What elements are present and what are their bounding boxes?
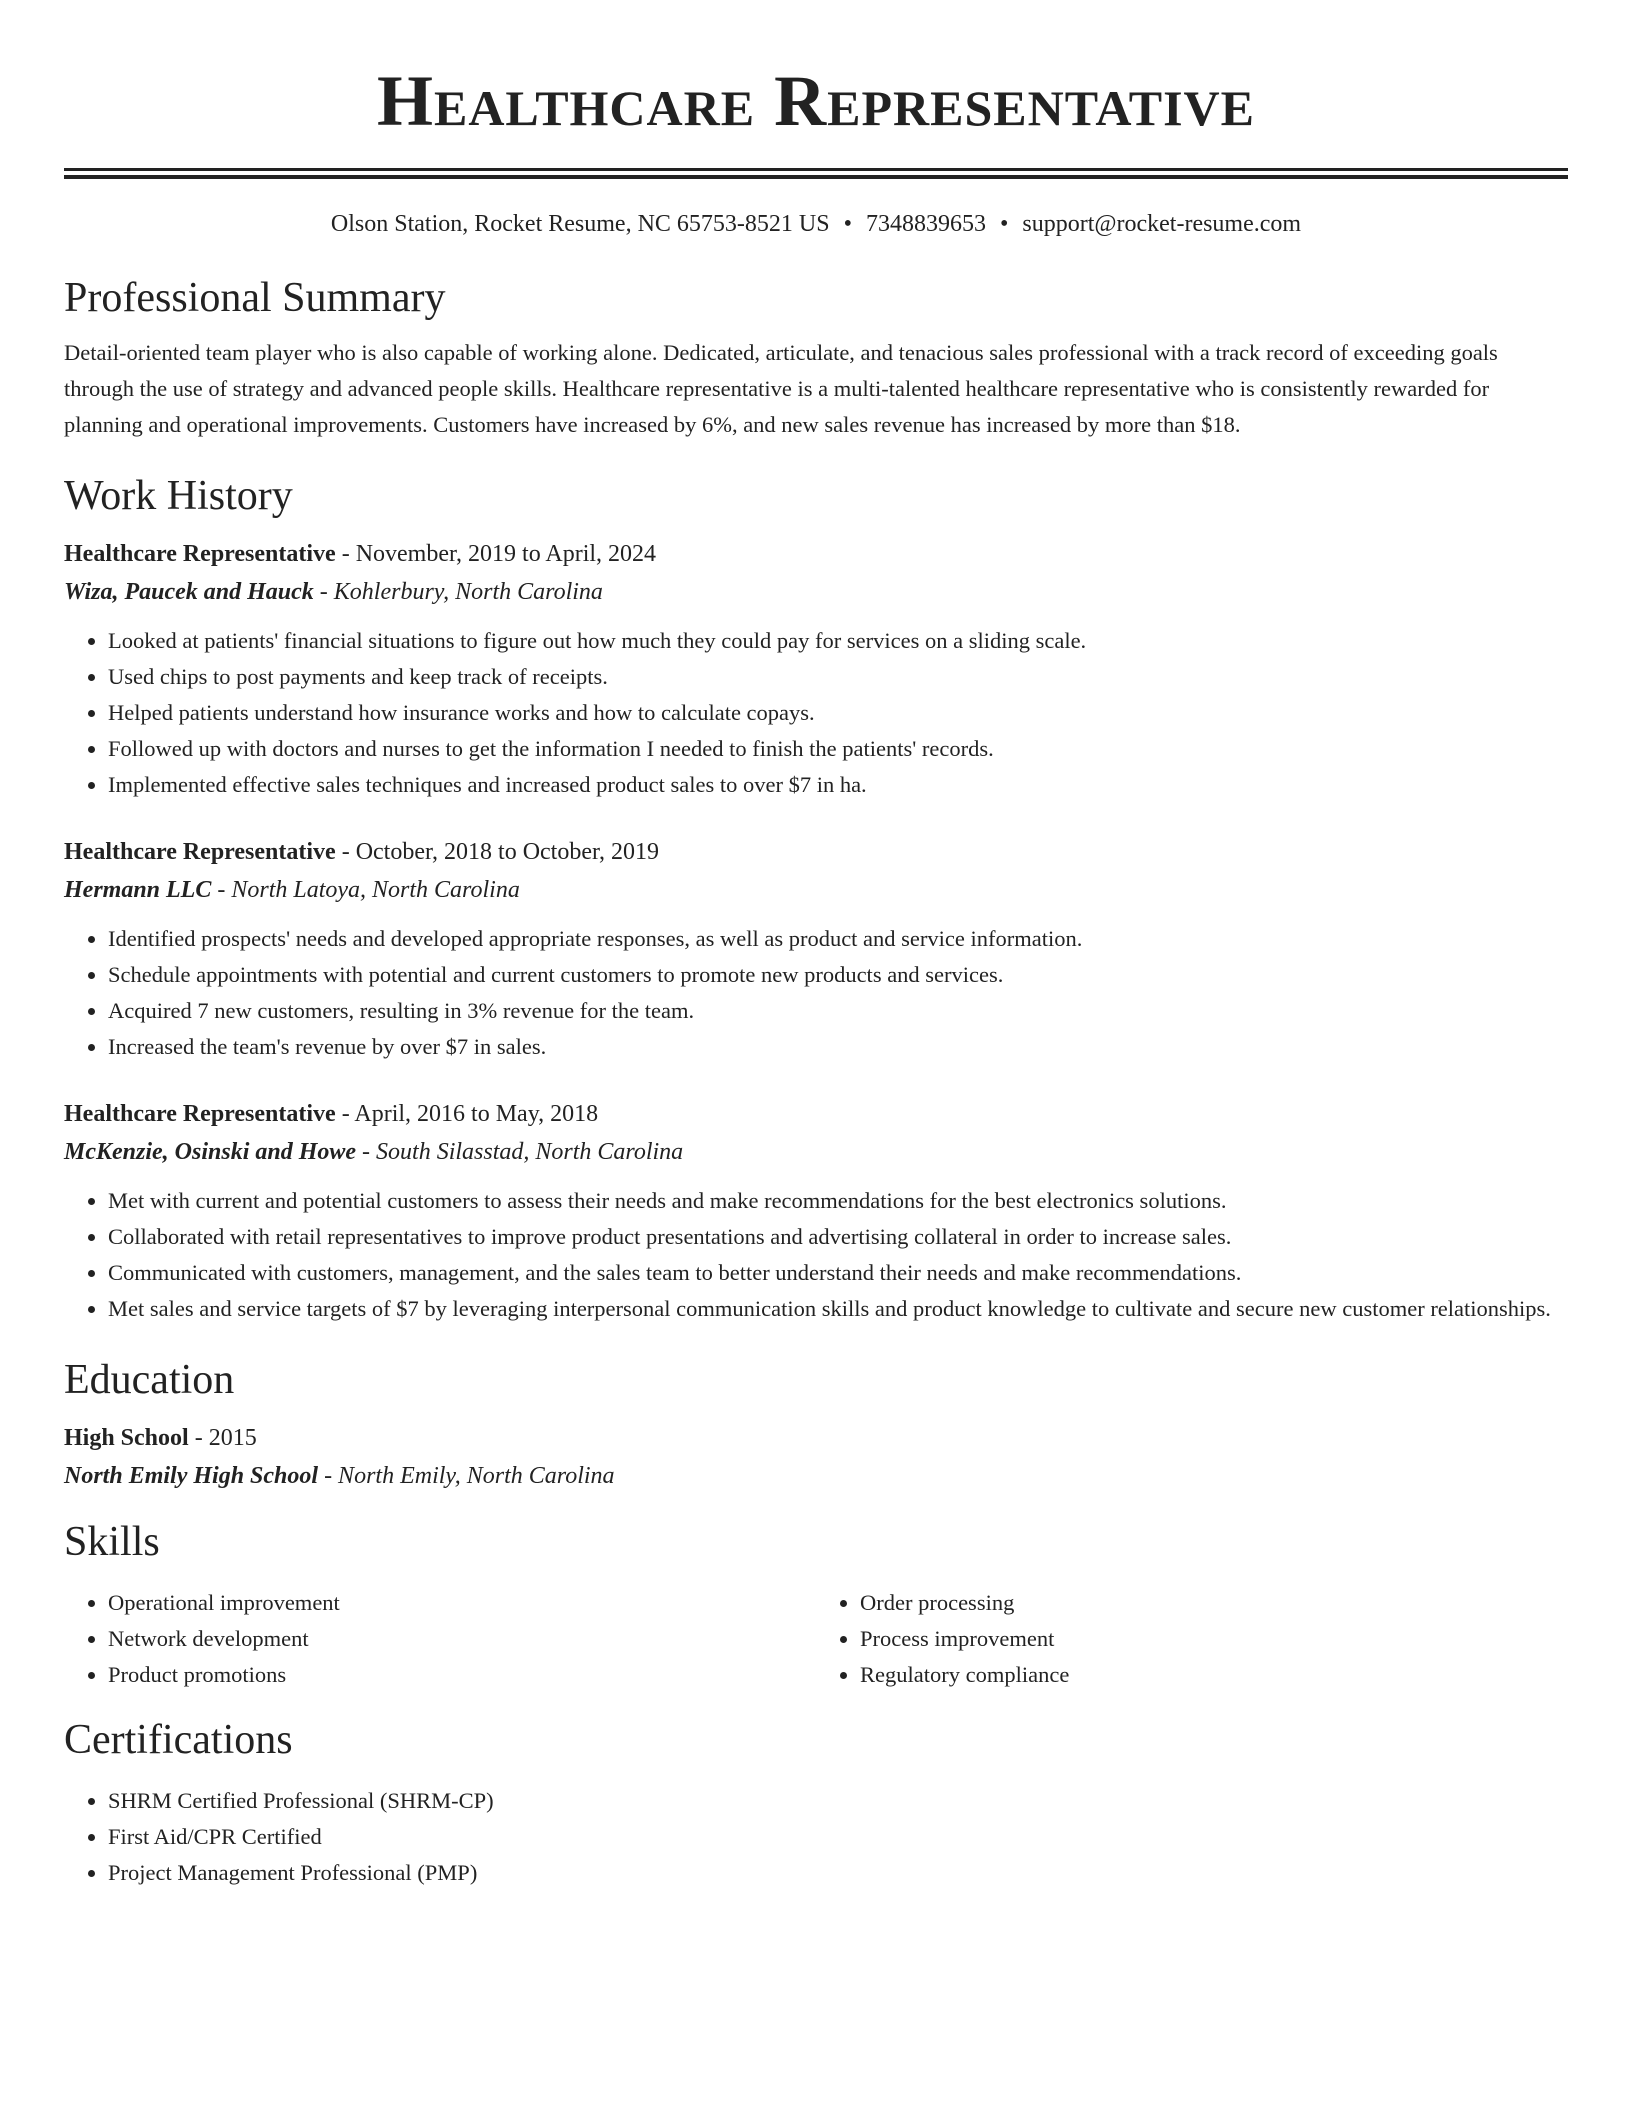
job-company: Wiza, Paucek and Hauck — [64, 579, 314, 605]
list-item: • Used chips to post payments and keep track of receipts. — [108, 659, 1568, 695]
contact-line — [64, 209, 1568, 239]
section-heading-skills: Skills — [64, 1519, 160, 1565]
education-degree: High School — [64, 1425, 189, 1451]
job-bullets — [64, 1183, 1568, 1327]
job-title-line — [64, 1095, 1568, 1133]
job-title: Healthcare Representative — [64, 1101, 336, 1127]
job-bullets — [64, 921, 1568, 1065]
skill-item: • Network development — [108, 1621, 816, 1657]
job-dates: - November, 2019 to April, 2024 — [335, 541, 657, 567]
job-entry — [64, 535, 1568, 803]
job-dates: - October, 2018 to October, 2019 — [335, 839, 660, 865]
job-entry — [64, 833, 1568, 1065]
skill-item: • Regulatory compliance — [860, 1657, 1568, 1693]
list-item: • Followed up with doctors and nurses to get the information I needed to finish the patients' records. — [108, 731, 1568, 767]
job-title: Healthcare Representative — [64, 839, 336, 865]
contact-separator: • — [843, 211, 852, 237]
list-item: • Met sales and service targets of $7 by leveraging interpersonal communication skills and product knowledge to cultivate and secure new customer relationships. — [108, 1291, 1568, 1327]
job-company-line — [64, 871, 1568, 909]
job-location: - South Silasstad, North Carolina — [356, 1139, 684, 1165]
list-item: • Identified prospects' needs and developed appropriate responses, as well as product and service information. — [108, 921, 1568, 957]
resume-name: Healthcare Representative — [376, 61, 1256, 141]
contact-phone: 7348839653 — [865, 211, 986, 237]
job-title: Healthcare Representative — [64, 541, 336, 567]
certification-item: • Project Management Professional (PMP) — [108, 1855, 1568, 1891]
job-company-line — [64, 1133, 1568, 1171]
skill-item: • Operational improvement — [108, 1585, 816, 1621]
section-heading-certifications: Certifications — [64, 1717, 293, 1763]
skill-item: • Product promotions — [108, 1657, 816, 1693]
certification-item: • First Aid/CPR Certified — [108, 1819, 1568, 1855]
certifications-list — [64, 1783, 1568, 1891]
job-title-line — [64, 833, 1568, 871]
job-company: Hermann LLC — [64, 877, 212, 903]
education-degree-line — [64, 1419, 1568, 1457]
list-item: • Collaborated with retail representatives to improve product presentations and advertising collateral in order to increase sales. — [108, 1219, 1568, 1255]
list-item: • Increased the team's revenue by over $7 in sales. — [108, 1029, 1568, 1065]
job-company-line — [64, 573, 1568, 611]
list-item: • Helped patients understand how insurance works and how to calculate copays. — [108, 695, 1568, 731]
header-divider — [64, 168, 1568, 179]
summary-text: Detail-oriented team player who is also capable of working alone. Dedicated, articulate, and tenacious sales professional with a track record of exceeding goals through the use of strategy and advanced people skills. Healthcare representative is a multi-talented healthcare representative who is consistently rewarded for planning and operational improvements. Customers have increased by 6%, and new sales revenue has increased by more than $18. — [64, 340, 1498, 437]
contact-email: support@rocket-resume.com — [1022, 211, 1302, 237]
job-dates: - April, 2016 to May, 2018 — [335, 1101, 599, 1127]
job-location: - North Latoya, North Carolina — [211, 877, 520, 903]
skills-column-right — [816, 1585, 1568, 1693]
job-company: McKenzie, Osinski and Howe — [64, 1139, 357, 1165]
education-year: - 2015 — [188, 1425, 257, 1451]
list-item: • Looked at patients' financial situations to figure out how much they could pay for services on a sliding scale. — [108, 623, 1568, 659]
education-location: - North Emily, North Carolina — [318, 1463, 615, 1489]
education-entry — [64, 1419, 1568, 1495]
certification-item: • SHRM Certified Professional (SHRM-CP) — [108, 1783, 1568, 1819]
section-heading-work-history: Work History — [64, 473, 293, 519]
job-location: - Kohlerbury, North Carolina — [313, 579, 603, 605]
education-school-line — [64, 1457, 1568, 1495]
contact-address: Olson Station, Rocket Resume, NC 65753-8521 US — [330, 211, 830, 237]
list-item: • Implemented effective sales techniques and increased product sales to over $7 in ha. — [108, 767, 1568, 803]
job-title-line — [64, 535, 1568, 573]
skill-item: • Order processing — [860, 1585, 1568, 1621]
section-heading-education: Education — [64, 1357, 235, 1403]
list-item: • Communicated with customers, management, and the sales team to better understand their needs and make recommendations. — [108, 1255, 1568, 1291]
job-bullets — [64, 623, 1568, 803]
job-entry — [64, 1095, 1568, 1327]
list-item: • Schedule appointments with potential and current customers to promote new products and services. — [108, 957, 1568, 993]
skills-grid — [64, 1585, 1568, 1693]
section-heading-summary: Professional Summary — [64, 275, 446, 321]
skill-item: • Process improvement — [860, 1621, 1568, 1657]
education-school: North Emily High School — [64, 1463, 319, 1489]
skills-column-left — [64, 1585, 816, 1693]
contact-separator: • — [999, 211, 1009, 237]
list-item: • Met with current and potential customers to assess their needs and make recommendations for the best electronics solutions. — [108, 1183, 1568, 1219]
list-item: • Acquired 7 new customers, resulting in 3% revenue for the team. — [108, 993, 1568, 1029]
